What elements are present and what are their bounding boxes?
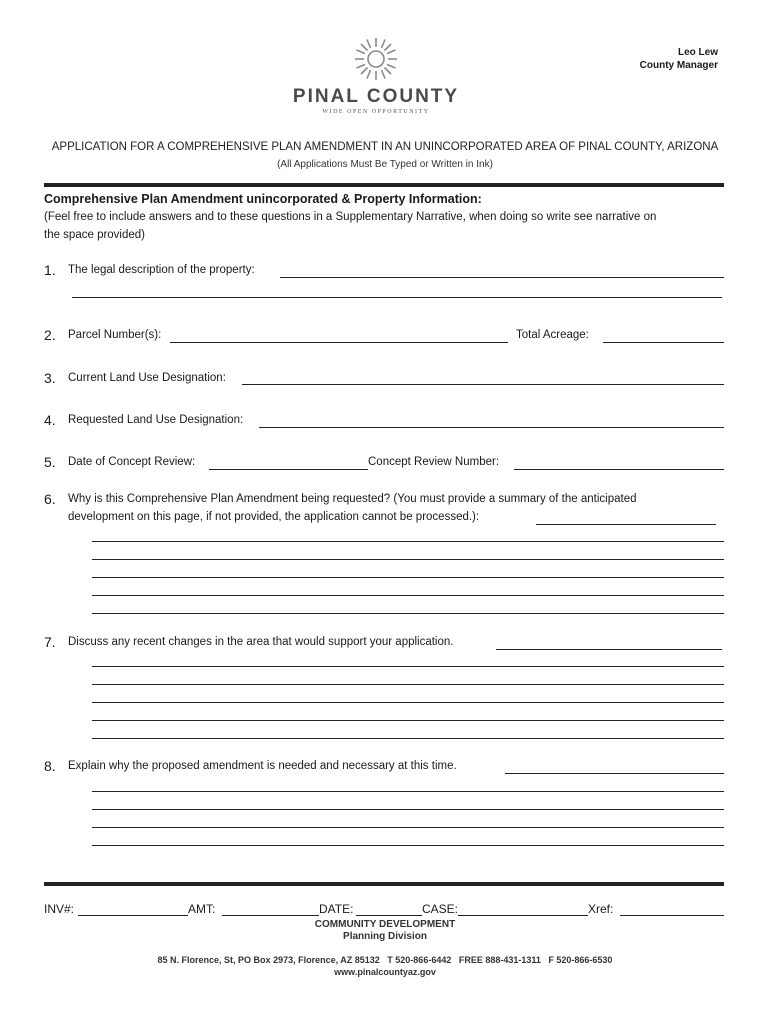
- footer-department: COMMUNITY DEVELOPMENT: [314, 919, 456, 930]
- total-acreage-label: Total Acreage:: [516, 329, 589, 341]
- q7-answer-line-5[interactable]: [92, 738, 724, 739]
- pinal-county-sun-logo: [353, 36, 399, 82]
- q5-number: 5.: [44, 454, 56, 470]
- concept-review-date-line[interactable]: [209, 469, 368, 470]
- case-line[interactable]: [458, 915, 588, 916]
- q6-label-line1: Why is this Comprehensive Plan Amendment being requested? (You must provide a summary of the anticipated: [68, 493, 637, 505]
- footer-website[interactable]: www.pinalcountyaz.gov: [334, 967, 436, 977]
- q2-number: 2.: [44, 327, 56, 343]
- manager-title: County Manager: [639, 60, 718, 71]
- xref-line[interactable]: [620, 915, 724, 916]
- q6-answer-line-5[interactable]: [92, 613, 724, 614]
- org-name: PINAL COUNTY: [292, 86, 460, 107]
- office-use-divider: [44, 882, 724, 886]
- date-line[interactable]: [356, 915, 422, 916]
- q6-number: 6.: [44, 491, 56, 507]
- q7-answer-line-2[interactable]: [92, 684, 724, 685]
- q1-number: 1.: [44, 262, 56, 278]
- q6-answer-line-1[interactable]: [92, 541, 724, 542]
- q8-number: 8.: [44, 758, 56, 774]
- section-note-line1: (Feel free to include answers and to these questions in a Supplementary Narrative, when doing so write see narrative on: [44, 211, 657, 223]
- q3-label: Current Land Use Designation:: [68, 372, 226, 384]
- form-subtitle: (All Applications Must Be Typed or Written in Ink): [277, 159, 493, 170]
- q7-label: Discuss any recent changes in the area that would support your application.: [68, 636, 454, 648]
- total-acreage-line[interactable]: [603, 342, 724, 343]
- title-divider: [44, 183, 724, 187]
- q2-label: Parcel Number(s):: [68, 329, 162, 341]
- inv-line[interactable]: [78, 915, 188, 916]
- q6-answer-line-4[interactable]: [92, 595, 724, 596]
- org-tagline: WIDE OPEN OPPORTUNITY: [322, 109, 430, 115]
- q7-answer-line-3[interactable]: [92, 702, 724, 703]
- q5-label: Date of Concept Review:: [68, 456, 196, 468]
- inv-label: INV#:: [44, 902, 75, 916]
- q8-label: Explain why the proposed amendment is needed and necessary at this time.: [68, 760, 457, 772]
- date-label: DATE:: [319, 902, 354, 916]
- q1-answer-line-1[interactable]: [280, 277, 724, 278]
- q6-answer-line-3[interactable]: [92, 577, 724, 578]
- footer-address: 85 N. Florence, St, PO Box 2973, Florence, AZ 85132 T 520-866-6442 FREE 888-431-1311 F 520-866-6530: [157, 955, 613, 965]
- q1-label: The legal description of the property:: [68, 264, 255, 276]
- footer-division: Planning Division: [343, 931, 427, 942]
- q6-answer-line-2[interactable]: [92, 559, 724, 560]
- xref-label: Xref:: [588, 902, 614, 916]
- requested-land-use-line[interactable]: [259, 427, 724, 428]
- q1-answer-line-2[interactable]: [72, 297, 722, 298]
- current-land-use-line[interactable]: [242, 384, 724, 385]
- concept-review-number-line[interactable]: [514, 469, 724, 470]
- q3-number: 3.: [44, 370, 56, 386]
- q4-label: Requested Land Use Designation:: [68, 414, 244, 426]
- q8-answer-line-2[interactable]: [92, 809, 724, 810]
- amt-line[interactable]: [222, 915, 319, 916]
- case-label: CASE:: [422, 902, 459, 916]
- q7-answer-line-4[interactable]: [92, 720, 724, 721]
- q8-answer-line-1[interactable]: [92, 791, 724, 792]
- concept-review-number-label: Concept Review Number:: [368, 456, 500, 468]
- q7-answer-line-1[interactable]: [92, 666, 724, 667]
- section-note-line2: the space provided): [44, 229, 146, 241]
- amt-label: AMT:: [188, 902, 216, 916]
- section-heading: Comprehensive Plan Amendment unincorporated & Property Information:: [44, 192, 482, 206]
- q6-label-line2: development on this page, if not provided, the application cannot be processed.):: [68, 511, 480, 523]
- manager-name: Leo Lew: [677, 47, 718, 58]
- q7-number: 7.: [44, 634, 56, 650]
- form-title: APPLICATION FOR A COMPREHENSIVE PLAN AMENDMENT IN AN UNINCORPORATED AREA OF PINAL COUNTY, ARIZONA: [51, 141, 719, 153]
- q7-answer-line-0[interactable]: [496, 649, 722, 650]
- q8-answer-line-3[interactable]: [92, 827, 724, 828]
- parcel-number-line[interactable]: [170, 342, 508, 343]
- q4-number: 4.: [44, 412, 56, 428]
- q6-answer-line-0[interactable]: [536, 524, 716, 525]
- q8-answer-line-0[interactable]: [505, 773, 724, 774]
- q8-answer-line-4[interactable]: [92, 845, 724, 846]
